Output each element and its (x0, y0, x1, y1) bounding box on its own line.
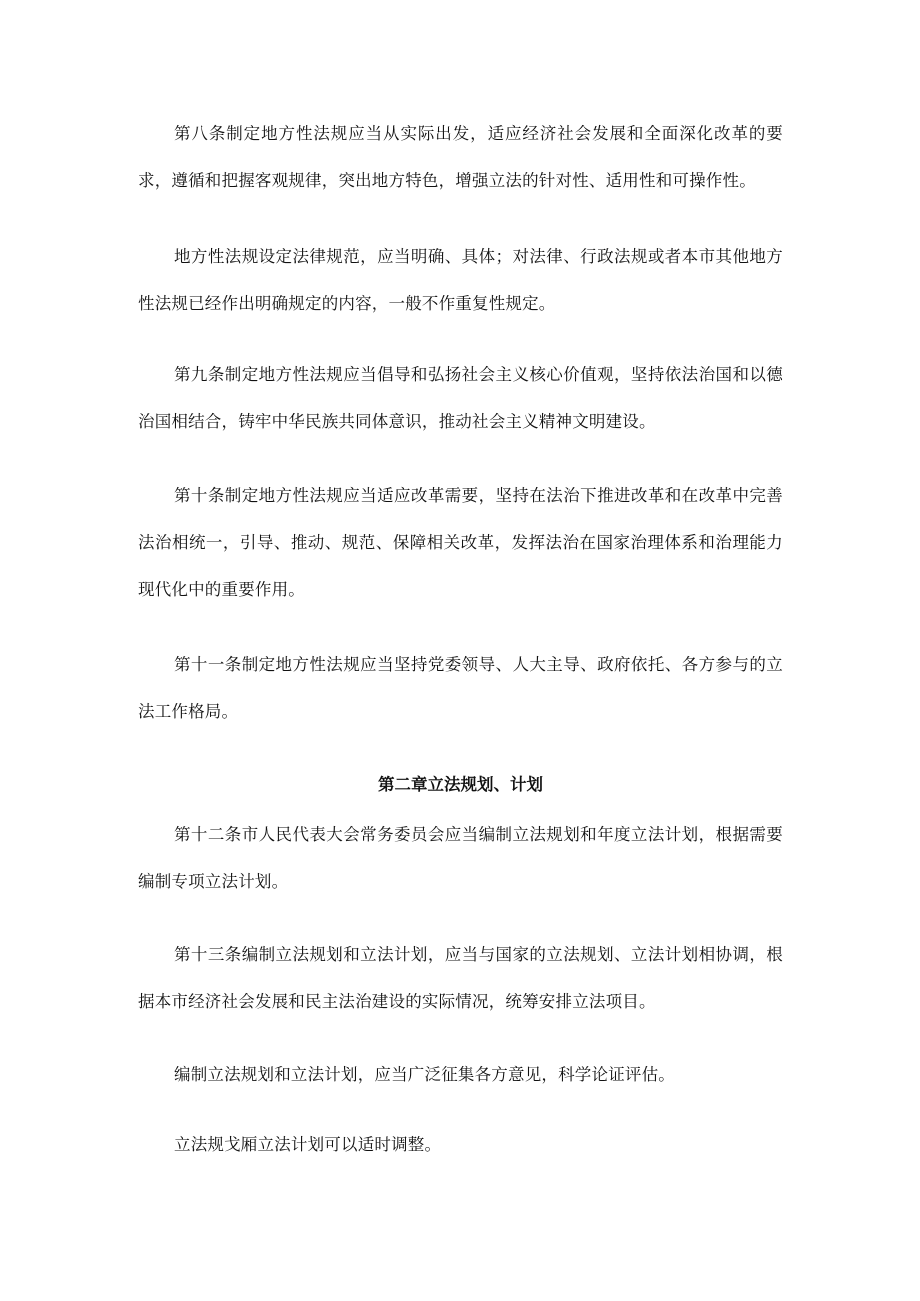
article-9-paragraph: 第九条制定地方性法规应当倡导和弘扬社会主义核心价值观，坚持依法治国和以德治国相结合，铸牢中华民族共同体意识，推动社会主义精神文明建设。 (138, 365, 783, 431)
article-13-paragraph: 第十三条编制立法规划和立法计划，应当与国家的立法规划、立法计划相协调，根据本市经济社会发展和民主法治建设的实际情况，统筹安排立法项目。 (138, 945, 783, 1011)
article-13-clause-2-paragraph: 编制立法规划和立法计划，应当广泛征集各方意见，科学论证评估。 (174, 1065, 675, 1084)
article-13-clause-3-paragraph: 立法规戈厢立法计划可以适时调整。 (174, 1135, 442, 1154)
article-11-paragraph: 第十一条制定地方性法规应当坚持党委领导、人大主导、政府依托、各方参与的立法工作格局。 (138, 655, 783, 721)
article-10-paragraph: 第十条制定地方性法规应当适应改革需要，坚持在法治下推进改革和在改革中完善法治相统一，引导、推动、规范、保障相关改革，发挥法治在国家治理体系和治理能力现代化中的重要作用。 (138, 486, 783, 599)
article-8-clause-2-paragraph: 地方性法规设定法律规范，应当明确、具体；对法律、行政法规或者本市其他地方性法规已经作出明确规定的内容，一般不作重复性规定。 (138, 247, 783, 313)
chapter-heading: 第二章立法规划、计划 (378, 775, 543, 794)
article-12-paragraph: 第十二条市人民代表大会常务委员会应当编制立法规划和年度立法计划，根据需要编制专项立法计划。 (138, 825, 783, 891)
article-8-paragraph: 第八条制定地方性法规应当从实际出发，适应经济社会发展和全面深化改革的要求，遵循和把握客观规律，突出地方特色，增强立法的针对性、适用性和可操作性。 (138, 124, 783, 190)
